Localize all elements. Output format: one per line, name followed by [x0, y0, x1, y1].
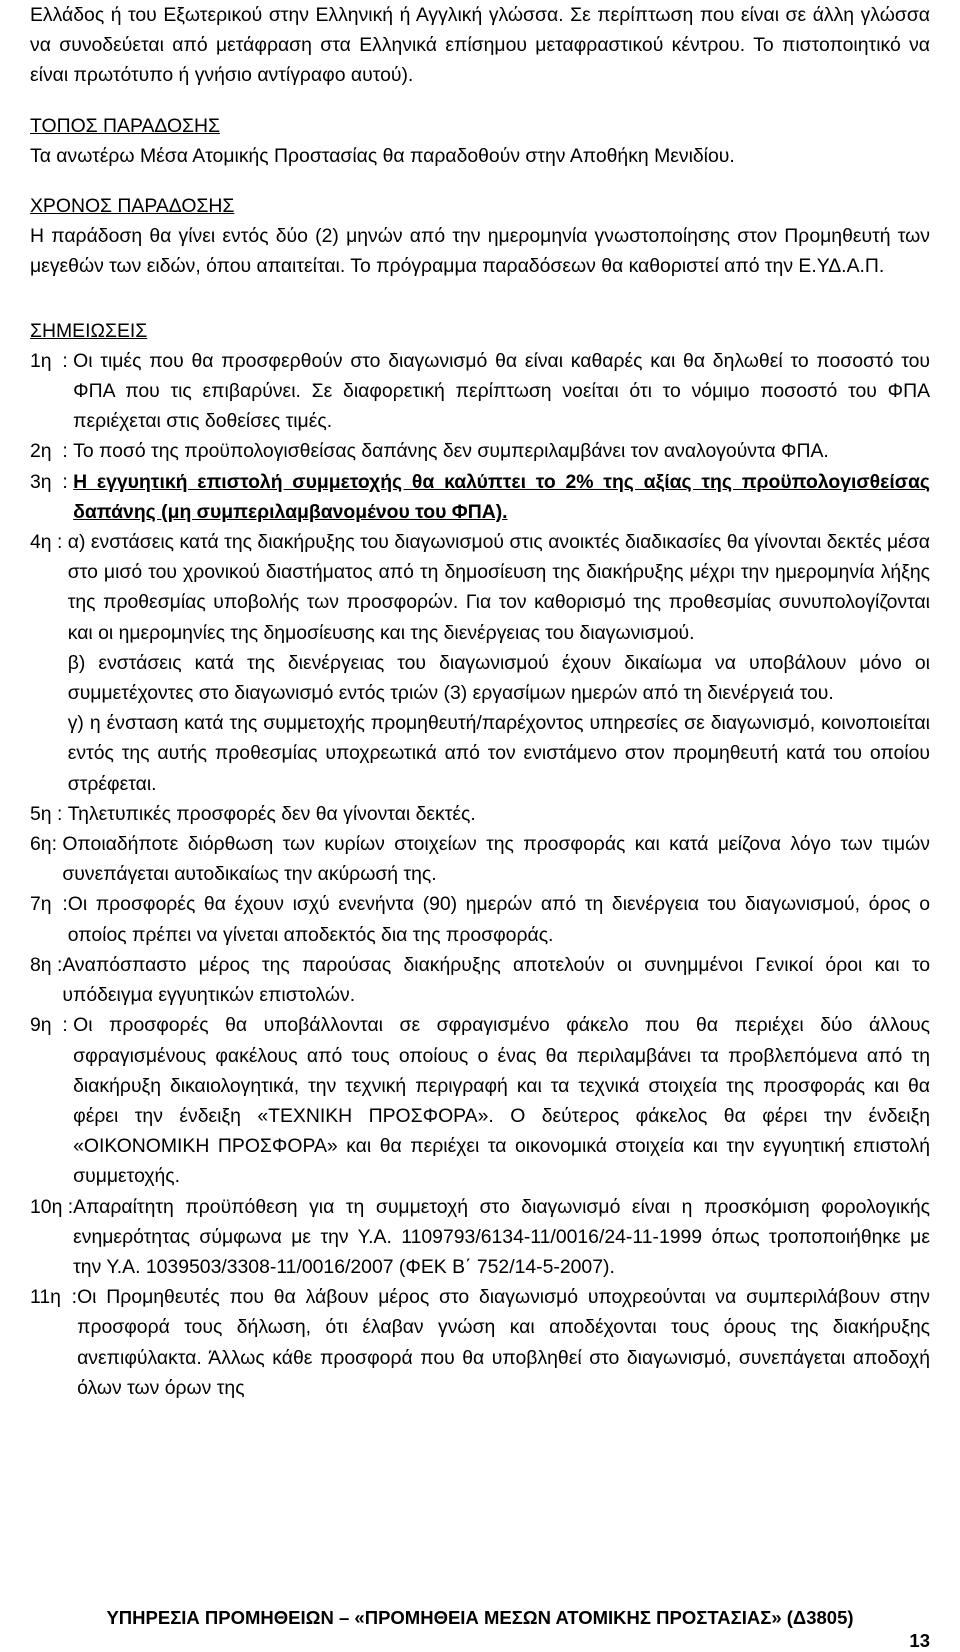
note-8-text: Αναπόσπαστο μέρος της παρούσας διακήρυξης αποτελούν οι συνημμένοι Γενικοί όροι και το υπόδειγμα εγγυητικών επιστολών.: [62, 953, 930, 1007]
note-11-text: Οι Προμηθευτές που θα λάβουν μέρος στο διαγωνισμό υποχρεούνται να συμπεριλάβουν στην προσφορά τους δήλωση, ότι έλαβαν γνώση και αποδέχονται τους όρους της διακήρυξης ανεπιφύλακτα. Άλλως κάθε προσφορά που θα υποβληθεί στο διαγωνισμό, συνεπάγεται αποδοχή όλων των όρων της: [77, 1286, 930, 1399]
delivery-time-heading: ΧΡΟΝΟΣ ΠΑΡΑΔΟΣΗΣ: [30, 195, 235, 218]
page-number: 13: [909, 1630, 930, 1651]
notes-section: [30, 316, 930, 1403]
note-4: [30, 527, 930, 799]
note-10: [30, 1192, 930, 1283]
note-2-text: Το ποσό της προϋπολογισθείσας δαπάνης δεν συμπεριλαμβάνει τον αναλογούντα ΦΠΑ.: [73, 440, 829, 463]
note-10-label: 10η :: [30, 1195, 74, 1218]
notes-heading: ΣΗΜΕΙΩΣΕΙΣ: [30, 319, 148, 342]
note-4-a-text: α) ενστάσεις κατά της διακήρυξης του διαγωνισμού στις ανοικτές διαδικασίες θα γίνονται δεκτές μέσα στο μισό του χρονικού διαστήματος από τη δημοσίευση της διακήρυξης μέχρι την ημερομηνία λήξης της προθεσμίας υποβολής των προσφορών. Για τον καθορισμό της προθεσμίας συνυπολογίζονται και οι ημερομηνίες της δημοσίευσης και της διενέργειας του διαγωνισμού.: [67, 531, 930, 644]
note-6-text: Οποιαδήποτε διόρθωση των κυρίων στοιχείων της προσφοράς και κατά μείζονα λόγο των τιμών συνεπάγεται αυτοδικαίως την ακύρωσή της.: [62, 833, 930, 886]
note-8-label: 8η :: [30, 953, 63, 976]
delivery-time-text: Η παράδοση θα γίνει εντός δύο (2) μηνών από την ημερομηνία γνωστοποίησης στον Προμηθευτή των μεγεθών των ειδών, όπου απαιτείται. Το πρόγραμμα παραδόσεων θα καθοριστεί από την Ε.ΥΔ.Α.Π.: [30, 225, 930, 278]
intro-paragraph: Ελλάδος ή του Εξωτερικού στην Ελληνική ή Αγγλική γλώσσα. Σε περίπτωση που είναι σε άλλη γλώσσα να συνοδεύεται από μετάφραση στα Ελληνικά επίσημου μεταφραστικού κέντρου. Το πιστοποιητικό να είναι πρωτότυπο ή γνήσιο αντίγραφο αυτού).: [30, 4, 930, 87]
note-1-text: Οι τιμές που θα προσφερθούν στο διαγωνισμό θα είναι καθαρές και θα δηλωθεί το ποσοστό του ΦΠΑ που τις επιβαρύνει. Σε διαφορετική περίπτωση νοείται ότι το νόμιμο ποσοστό του ΦΠΑ περιέχεται στις δοθείσες τιμές.: [73, 349, 930, 433]
note-8: [30, 950, 930, 1010]
note-5-text: Τηλετυπικές προσφορές δεν θα γίνονται δεκτές.: [67, 802, 476, 825]
note-3: [30, 467, 930, 527]
document-page: [30, 0, 930, 1403]
delivery-place-text: Τα ανωτέρω Μέσα Ατομικής Προστασίας θα παραδοθούν στην Αποθήκη Μενιδίου.: [30, 144, 735, 167]
note-4-body: [68, 527, 930, 799]
delivery-time-section: [30, 191, 930, 282]
note-4-b-text: β) ενστάσεις κατά της διενέργειας του διαγωνισμού έχουν δικαίωμα να υποβάλουν μόνο οι συμμετέχοντες στο διαγωνισμό εντός τριών (3) εργασίμων ημερών από τη διενέργειά του.: [67, 651, 930, 705]
note-5-label: 5η :: [30, 802, 68, 825]
note-6-label: 6η:: [30, 833, 63, 856]
note-6: [30, 829, 930, 889]
note-7-text: Οι προσφορές θα έχουν ισχύ ενενήντα (90) ημερών από τη διενέργεια του διαγωνισμού, όρος ο οποίος πρέπει να γίνεται αποδεκτός δια της προσφοράς.: [67, 893, 930, 946]
note-4-c-text: γ) η ένσταση κατά της συμμετοχής προμηθευτή/παρέχοντος υπηρεσίες σε διαγωνισμό, κοινοποιείται εντός της αυτής προθεσμίας υποχρεωτικά από τον ενιστάμενο στον προμηθευτή κατά του οποίου στρέφεται.: [67, 712, 930, 795]
note-9: [30, 1010, 930, 1191]
note-5: [30, 799, 930, 829]
delivery-place-heading: ΤΟΠΟΣ ΠΑΡΑΔΟΣΗΣ: [30, 114, 221, 137]
note-9-label: 9η :: [30, 1014, 74, 1037]
note-1: [30, 346, 930, 437]
note-7: [30, 889, 930, 949]
note-2-label: 2η :: [30, 440, 74, 463]
note-11-label: 11η :: [30, 1286, 78, 1309]
note-11: [30, 1282, 930, 1403]
page-footer: [30, 1606, 930, 1652]
note-3-label: 3η :: [30, 470, 74, 493]
note-1-label: 1η :: [30, 349, 74, 372]
note-4-label: 4η :: [30, 531, 68, 554]
note-7-label: 7η :: [30, 893, 68, 916]
footer-title: ΥΠΗΡΕΣΙΑ ΠΡΟΜΗΘΕΙΩΝ – «ΠΡΟΜΗΘΕΙΑ ΜΕΣΩΝ ΑΤΟΜΙΚΗΣ ΠΡΟΣΤΑΣΙΑΣ» (Δ3805): [106, 1607, 854, 1628]
note-9-text: Οι προσφορές θα υποβάλλονται σε σφραγισμένο φάκελο που θα περιέχει δύο άλλους σφραγισμένους φακέλους από τους οποίους ο ένας θα περιλαμβάνει τα προβλεπόμενα από τη διακήρυξη δικαιολογητικά, την τεχνική περιγραφή και τα τεχνικά στοιχεία της προσφοράς και θα φέρει την ένδειξη «ΤΕΧΝΙΚΗ ΠΡΟΣΦΟΡΑ». Ο δεύτερος φάκελος θα φέρει την ένδειξη «ΟΙΚΟΝΟΜΙΚΗ ΠΡΟΣΦΟΡΑ» και θα περιέχει τα οικονομικά στοιχεία και την εγγυητική επιστολή συμμετοχής.: [73, 1014, 930, 1188]
note-2: [30, 436, 930, 466]
note-10-text: Απαραίτητη προϋπόθεση για τη συμμετοχή στο διαγωνισμό είναι η προσκόμιση φορολογικής ενημερότητας σύμφωνα με την Υ.Α. 1109793/6134-11/0016/24-11-1999 όπως τροποποιήθηκε με την Υ.Α. 1039503/3308-11/0016/2007 (ΦΕΚ Β΄ 752/14-5-2007).: [73, 1195, 930, 1278]
delivery-place-section: [30, 111, 930, 171]
note-3-text: Η εγγυητική επιστολή συμμετοχής θα καλύπτει το 2% της αξίας της προϋπολογισθείσας δαπάνης (μη συμπεριλαμβανομένου του ΦΠΑ).: [73, 470, 930, 523]
